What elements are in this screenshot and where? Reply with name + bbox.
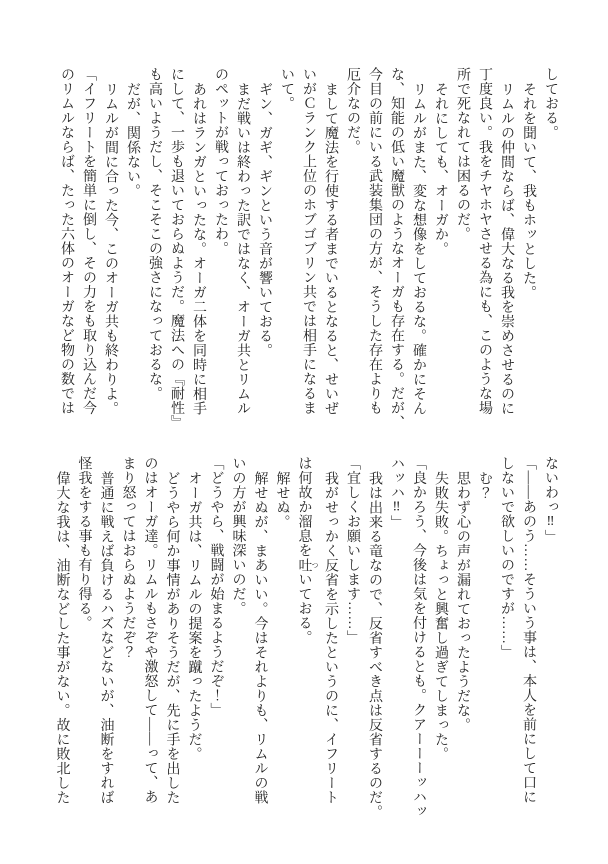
text-line: 解せぬが、まあいい。今はそれよりも、リムルの戦 — [252, 470, 268, 804]
text-line: ハッハ‼」 — [389, 456, 404, 530]
text-line: のはオーガ達。リムルもさぞや激怒して――って、あ — [142, 456, 158, 804]
text-line: 所で死なれては困るのだ。 — [455, 67, 470, 241]
text-line: 我がせっかく反省を示したというのに、イフリート — [323, 470, 338, 804]
text-line: まり怒ってはおらぬようだぞ？ — [120, 456, 136, 659]
text-line: 思わず心の声が漏れておったようだな。 — [455, 470, 470, 732]
text-line: ないわっ‼」 — [543, 456, 558, 544]
text-line: しておる。 — [543, 67, 558, 140]
text-line: 丁度良い。我をチヤホヤさせる為にも、このような場 — [477, 67, 492, 415]
text-line: あれはランガといったな。オーガ二体を同時に相手 — [191, 81, 206, 415]
text-line: も高いようだし、そこそこの強さになっておるな。 — [147, 67, 162, 401]
text-line: オーガ共は、リムルの提案を蹴ったようだ。 — [186, 470, 202, 761]
text-line: 「――あのう……そういう事は、本人を前にして口に — [521, 456, 536, 804]
text-line: 「良かろう、今後は気を付けるとも。クアーーーッハッ — [411, 456, 426, 819]
text-line: リムルの仲間ならば、偉大なる我を崇めさせるのに — [499, 81, 514, 415]
text-block-bottom — [51, 456, 562, 828]
text-line: いて。 — [279, 67, 294, 111]
text-line: リムルがまた、変な想像をしておるな。確かにそん — [411, 81, 426, 415]
text-line: それを聞いて、我もホッとした。 — [521, 81, 536, 299]
text-line: まして魔法を行使する者までいるとなると、せいぜ — [323, 81, 338, 415]
text-line: 普通に戦えば負けるハズなどないが、油断をすれば — [98, 470, 114, 804]
text-line: まだ戦いは終わった訳ではなく、オーガ共とリムル — [235, 81, 250, 415]
text-line: のリムルならば、たった六体のオーガなど物の数では — [59, 67, 74, 415]
text-line: な、知能の低い魔獣のようなオーガも存在する。だが、 — [389, 67, 404, 430]
text-line: のペットが戦っておったわ。 — [213, 67, 228, 256]
text-line: いの方が興味深いのだ。 — [230, 456, 246, 616]
text-line: 失敗失敗。ちょっと興奮し過ぎてしまった。 — [433, 470, 448, 761]
text-line: それにしても、オーガか。 — [433, 81, 448, 256]
text-line: しないで欲しいのですが……」 — [499, 456, 514, 659]
text-line: どうやら何か事情がありそうだが、先に手を出した — [164, 470, 180, 804]
text-line: ギン、ガギ、ギンという音が響いておる。 — [257, 81, 272, 357]
text-line: 我は出来る竜なので、反省すべき点は反省するのだ。 — [367, 470, 382, 819]
text-line: 今目の前にいる武装集団の方が、そうした存在よりも — [367, 67, 382, 415]
text-line: は何故か溜息を吐 ついておる。 — [296, 456, 319, 645]
text-line: だが、関係ない。 — [125, 81, 140, 198]
text-line: 「イフリートを簡単に倒し、その力をも取り込んだ今 — [81, 67, 96, 415]
ruby-annotated-char: 吐 つ — [296, 557, 319, 572]
text-line: 厄介なのだ。 — [345, 67, 360, 154]
text-line: 偉大な我は、油断などした事がない。故に敗北した — [54, 470, 70, 804]
text-block-top — [55, 67, 561, 439]
text-line: いがＣランク上位のホブゴブリン共では相手になるま — [301, 67, 316, 415]
text-line: 解せぬ。 — [274, 470, 290, 529]
text-line: 「宜しくお願いします……」 — [345, 456, 360, 645]
text-line: にして、一歩も退いておらぬようだ。魔法への『耐性』 — [169, 67, 184, 430]
text-line: む？ — [477, 470, 492, 500]
text-line: 怪我をする事も有り得る。 — [76, 456, 92, 630]
text-line: リムルが間に合った今、このオーガ共も終わりよ。 — [103, 81, 118, 415]
text-line: 「どうやら、戦闘が始まるようだぞ！」 — [208, 456, 224, 717]
